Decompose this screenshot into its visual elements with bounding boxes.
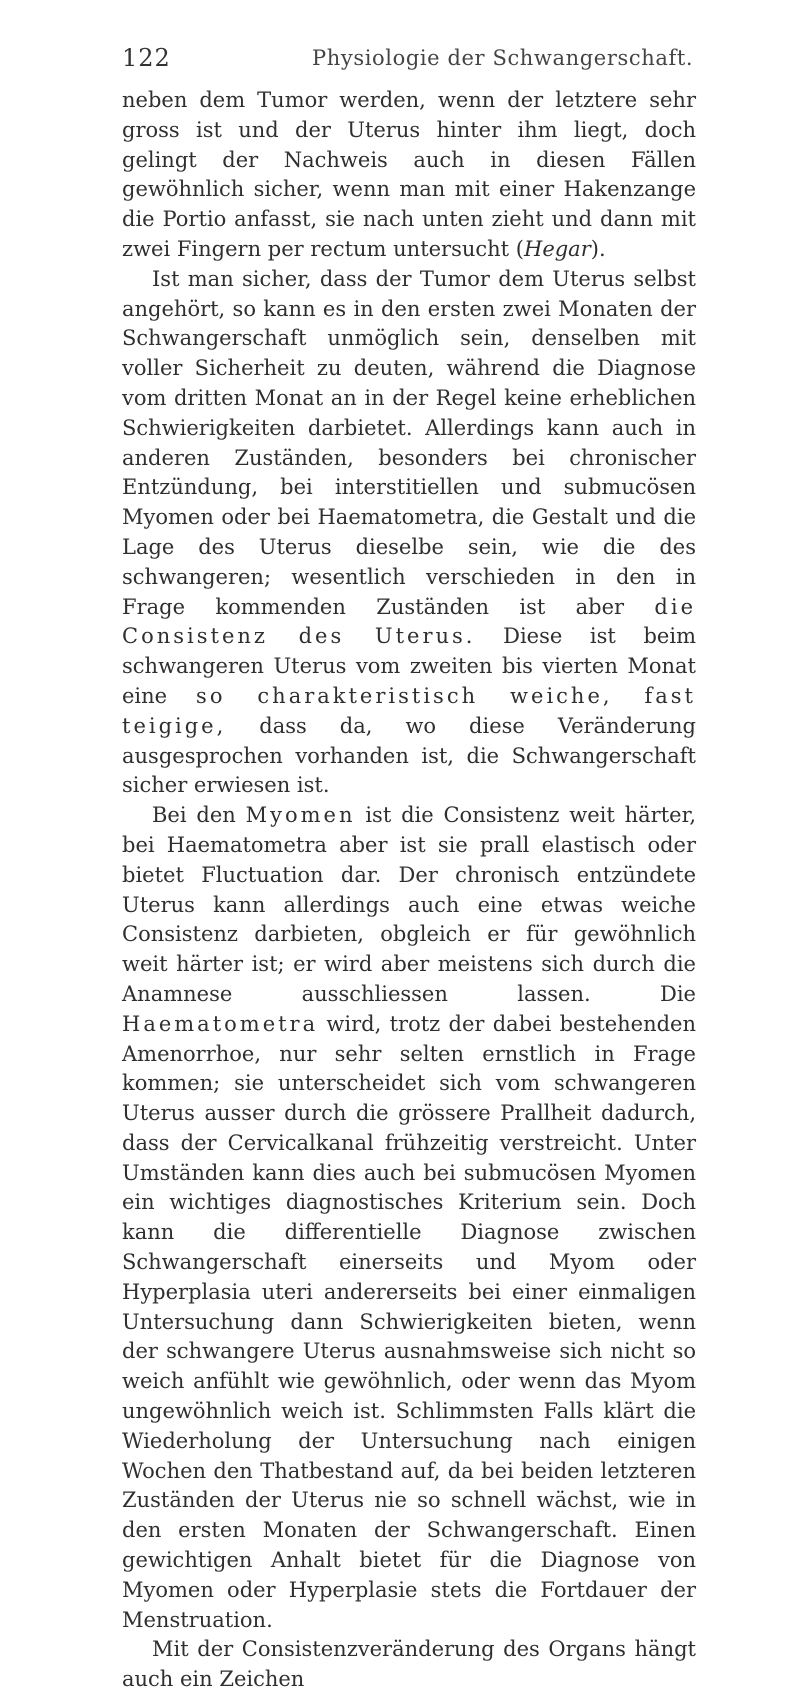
paragraph-2-text-b: Diese ist beim schwangeren Uterus vom zweiten bis vierten Monat eine: [122, 624, 696, 708]
emphasis-myomen: Myomen: [245, 803, 356, 828]
page-number: 122: [122, 44, 171, 72]
emphasis-haematometra: Haematometra: [122, 1011, 319, 1036]
citation-hegar: Hegar: [524, 236, 591, 261]
page-header: [122, 44, 700, 74]
paragraph-2-text-c: dass da, wo diese Veränderung ausgesprochen vorhanden ist, die Schwangerschaft sicher erwiesen ist.: [122, 713, 696, 798]
paragraph-2-text-a: Ist man sicher, dass der Tumor dem Uterus selbst angehört, so kann es in den ersten zwei Monaten der Schwangerschaft unmöglich sein, denselben mit voller Sicherheit zu deuten, während die Diagnose vom dritten Monat an in der Regel keine erheblichen Schwierigkeiten darbietet. Allerdings kann auch in anderen Zuständen, besonders bei chronischer Entzündung, bei interstitiellen und submucösen Myomen oder bei Haematometra, die Gestalt und die Lage des Uterus dieselbe sein, wie die des schwangeren; wesentlich verschieden in den in Frage kommenden Zuständen ist aber: [122, 266, 696, 619]
paragraph-2: [122, 265, 696, 801]
paragraph-1: [122, 86, 696, 265]
paragraph-1-close: ).: [590, 236, 606, 261]
paragraph-3-text-a: Bei den: [152, 803, 246, 828]
body-text: [122, 86, 696, 1695]
paragraph-3-text-b: ist die Consistenz weit härter, bei Haematometra aber ist sie prall elastisch oder bietet Fluctuation dar. Der chronisch entzündete Uterus kann allerdings auch eine etwas weiche Consistenz darbieten, obgleich er für gewöhnlich weit härter ist; er wird aber meistens sich durch die Anamnese ausschliessen lassen. Die: [122, 803, 696, 1006]
paragraph-4: Mit der Consistenzveränderung des Organs hängt auch ein Zeichen: [122, 1637, 696, 1692]
paragraph-3: [122, 801, 696, 1635]
paragraph-1-text: neben dem Tumor werden, wenn der letztere sehr gross ist und der Uterus hinter ihm liegt, doch gelingt der Nachweis auch in diesen Fällen gewöhnlich sicher, wenn man mit einer Hakenzange die Portio anfasst, sie nach unten zieht und dann mit zwei Fingern per rectum untersucht (: [122, 88, 696, 261]
paragraph-3-text-c: wird, trotz der dabei bestehenden Amenorrhoe, nur sehr selten ernstlich in Frage kommen; sie unterscheidet sich vom schwangeren Uterus ausser durch die grössere Prallheit dadurch, dass der Cervicalkanal frühzeitig verstreicht. Unter Umständen kann dies auch bei submucösen Myomen ein wichtiges diagnostisches Kriterium sein. Doch kann die differentielle Diagnose zwischen Schwangerschaft einerseits und Myom oder Hyperplasia uteri andererseits bei einer einmaligen Untersuchung dann Schwierigkeiten bieten, wenn der schwangere Uterus ausnahmsweise sich nicht so weich anfühlt wie gewöhnlich, oder wenn das Myom ungewöhnlich weich ist. Schlimmsten Falls klärt die Wiederholung der Untersuchung nach einigen Wochen den Thatbestand auf, da bei beiden letzteren Zuständen der Uterus nie so schnell wächst, wie in den ersten Monaten der Schwangerschaft. Einen gewichtigen Anhalt bietet für die Diagnose von Myomen oder Hyperplasie stets die Fortdauer der Menstruation.: [122, 1011, 696, 1632]
running-head: Physiologie der Schwangerschaft.: [312, 46, 694, 70]
emphasis-weiche: so charakteristisch weiche, fast teigige,: [122, 683, 697, 738]
emphasis-consistenz: die Consistenz des Uterus.: [122, 594, 696, 649]
